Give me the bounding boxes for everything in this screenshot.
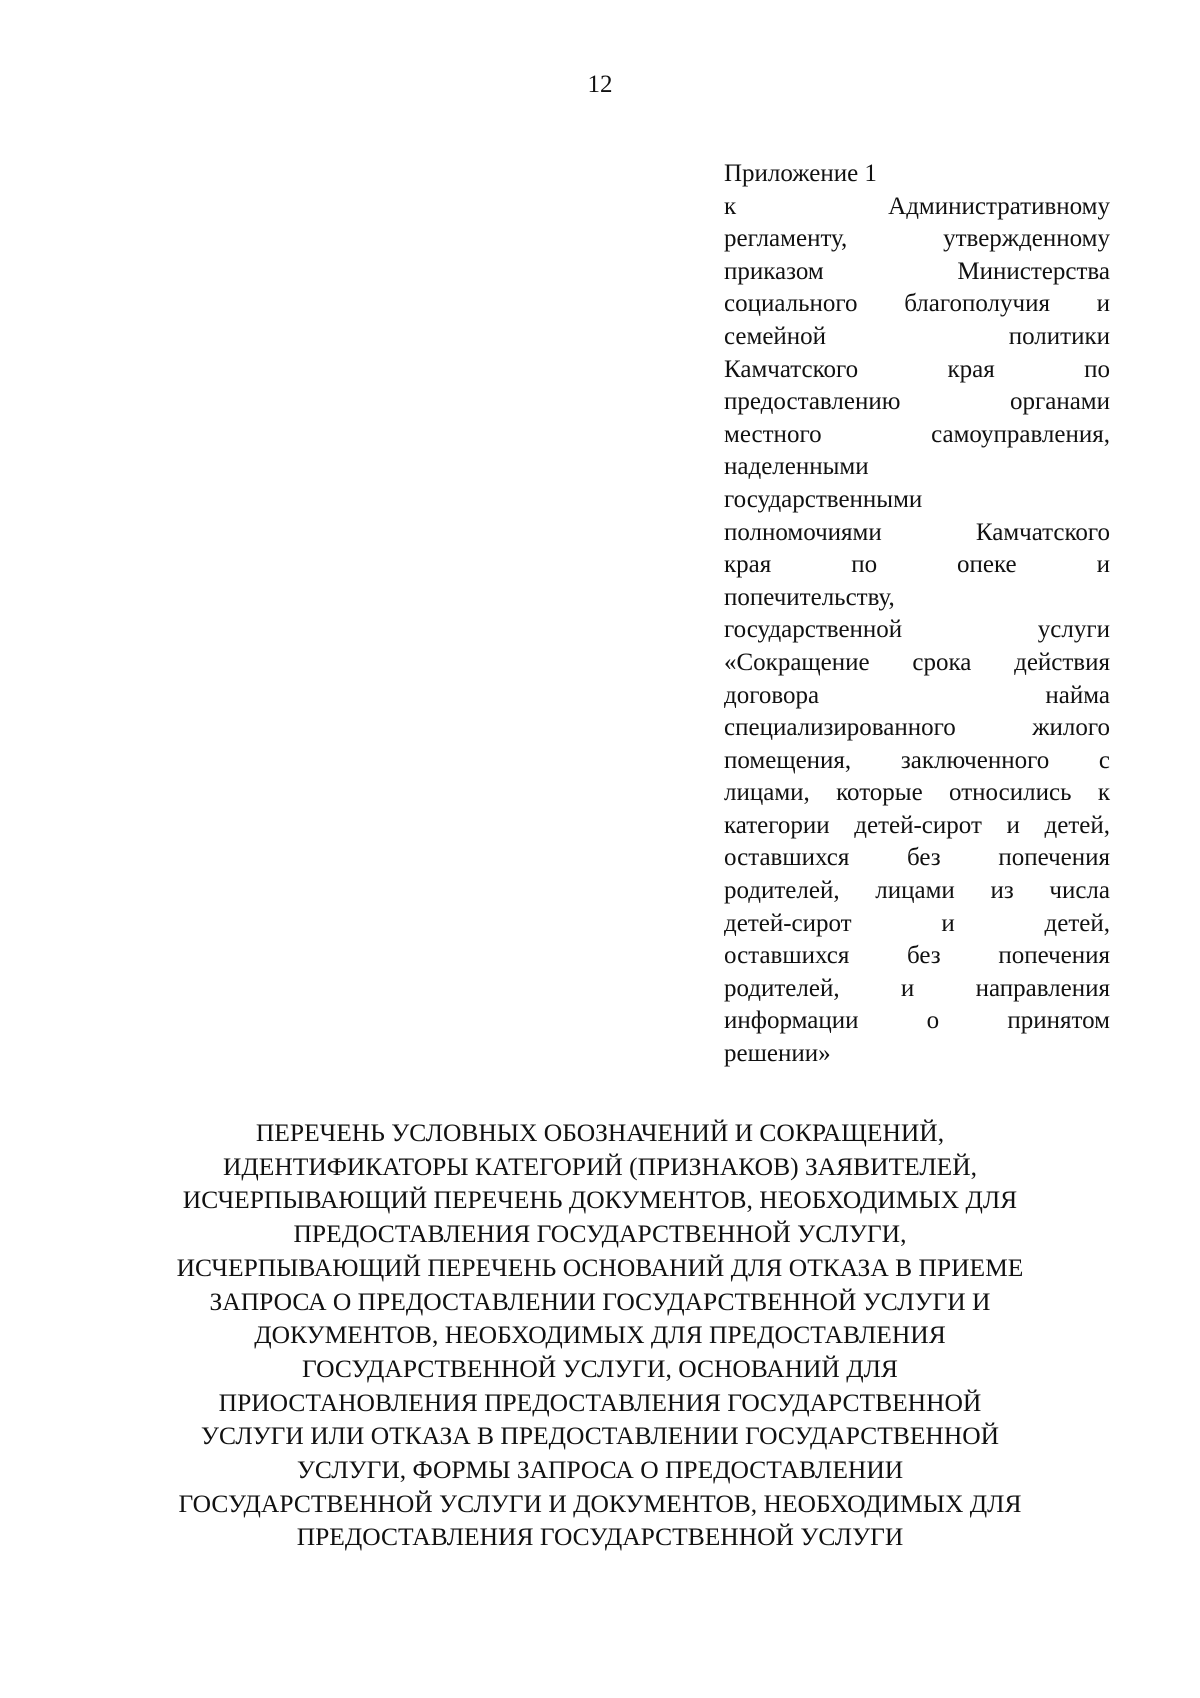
appendix-line: оставшихся без попечения: [724, 942, 1110, 970]
appendix-line: местного самоуправления,: [724, 420, 1110, 448]
title-line: ПРЕДОСТАВЛЕНИЯ ГОСУДАРСТВЕННОЙ УСЛУГИ: [296, 1522, 904, 1552]
title-line: ПРЕДОСТАВЛЕНИЯ ГОСУДАРСТВЕННОЙ УСЛУГИ,: [293, 1219, 907, 1249]
appendix-line: детей-сирот и детей,: [724, 909, 1110, 937]
appendix-line: семейной политики: [724, 322, 1110, 350]
appendix-line: наделенными: [724, 453, 869, 481]
appendix-line: социального благополучия и: [724, 290, 1110, 318]
appendix-line: полномочиями Камчатского: [724, 518, 1110, 546]
appendix-line: приказом Министерства: [724, 257, 1110, 285]
appendix-line: регламенту, утвержденному: [724, 225, 1110, 253]
appendix-line: договора найма: [724, 681, 1110, 709]
title-line: ДОКУМЕНТОВ, НЕОБХОДИМЫХ ДЛЯ ПРЕДОСТАВЛЕНИЯ: [254, 1320, 946, 1350]
title-line: УСЛУГИ, ФОРМЫ ЗАПРОСА О ПРЕДОСТАВЛЕНИИ: [296, 1455, 904, 1485]
appendix-line: Приложение 1: [724, 160, 877, 187]
appendix-line: попечительству,: [724, 583, 895, 611]
appendix-line: «Сокращение срока действия: [724, 648, 1110, 676]
appendix-line: оставшихся без попечения: [724, 844, 1110, 872]
appendix-line: к Административному: [724, 192, 1110, 220]
title-line: ИСЧЕРПЫВАЮЩИЙ ПЕРЕЧЕНЬ ОСНОВАНИЙ ДЛЯ ОТКАЗА В ПРИЕМЕ: [176, 1252, 1024, 1282]
title-line: ПЕРЕЧЕНЬ УСЛОВНЫХ ОБОЗНАЧЕНИЙ И СОКРАЩЕНИЙ,: [255, 1118, 945, 1147]
title-line: ГОСУДАРСТВЕННОЙ УСЛУГИ И ДОКУМЕНТОВ, НЕОБХОДИМЫХ ДЛЯ: [178, 1488, 1022, 1518]
appendix-line: Камчатского края по: [724, 355, 1110, 383]
title-line: ИСЧЕРПЫВАЮЩИЙ ПЕРЕЧЕНЬ ДОКУМЕНТОВ, НЕОБХОДИМЫХ ДЛЯ: [182, 1185, 1018, 1215]
appendix-line: лицами, которые относились к: [724, 779, 1110, 807]
title-line: ЗАПРОСА О ПРЕДОСТАВЛЕНИИ ГОСУДАРСТВЕННОЙ УСЛУГИ И: [209, 1286, 991, 1316]
appendix-line: решении»: [724, 1040, 831, 1068]
title-line: ПРИОСТАНОВЛЕНИЯ ПРЕДОСТАВЛЕНИЯ ГОСУДАРСТВЕННОЙ: [218, 1387, 982, 1417]
title-line: ИДЕНТИФИКАТОРЫ КАТЕГОРИЙ (ПРИЗНАКОВ) ЗАЯВИТЕЛЕЙ,: [222, 1151, 978, 1181]
appendix-line: категории детей-сирот и детей,: [724, 811, 1110, 839]
appendix-line: края по опеке и: [724, 551, 1110, 579]
appendix-line: государственными: [724, 485, 923, 513]
title-line: ГОСУДАРСТВЕННОЙ УСЛУГИ, ОСНОВАНИЙ ДЛЯ: [302, 1353, 898, 1383]
appendix-line: предоставлению органами: [724, 388, 1110, 416]
appendix-line: родителей, и направления: [724, 974, 1110, 1002]
appendix-line: государственной услуги: [724, 616, 1110, 644]
document-title: [0, 1116, 1200, 1554]
title-line: УСЛУГИ ИЛИ ОТКАЗА В ПРЕДОСТАВЛЕНИИ ГОСУДАРСТВЕННОЙ: [200, 1421, 1000, 1451]
appendix-line: специализированного жилого: [724, 714, 1110, 742]
appendix-line: информации о принятом: [724, 1007, 1110, 1035]
page-number: 12: [587, 71, 613, 98]
appendix-line: помещения, заключенного с: [724, 746, 1110, 774]
appendix-line: родителей, лицами из числа: [724, 877, 1110, 905]
appendix-reference-block: [724, 158, 1110, 1071]
